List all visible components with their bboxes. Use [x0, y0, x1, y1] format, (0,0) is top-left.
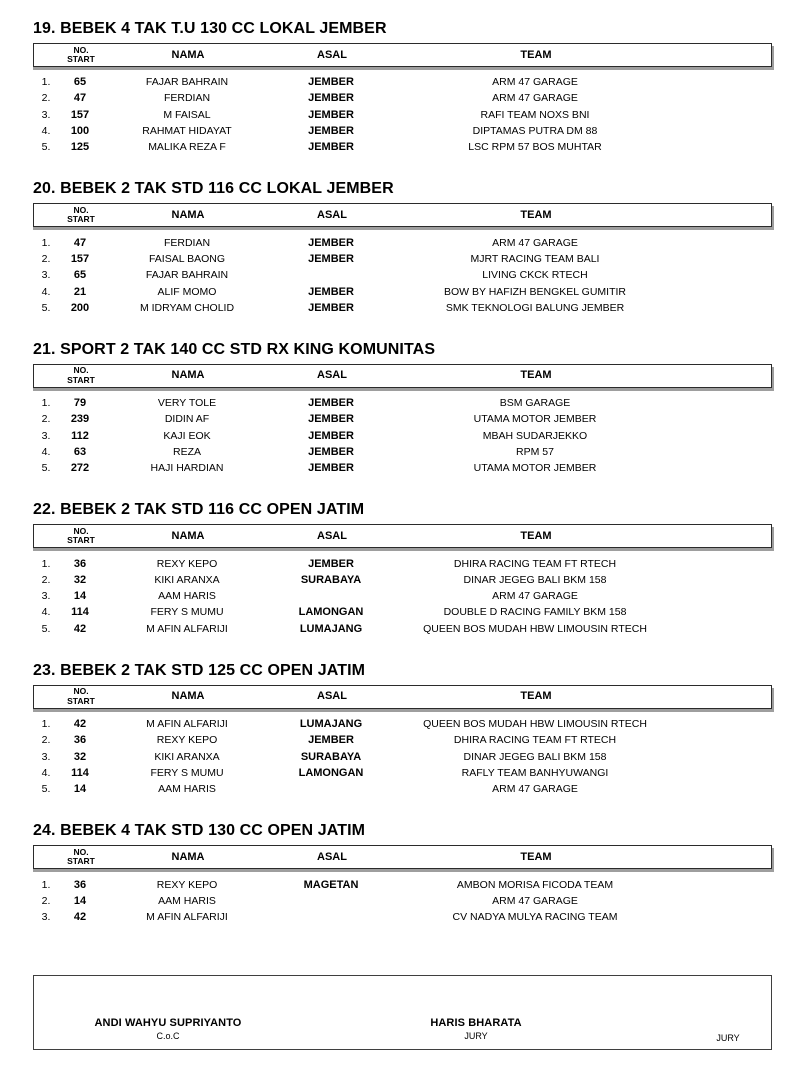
team-name: RAFLY TEAM BANHYUWANGI — [461, 766, 609, 779]
row-number: 2. — [41, 252, 51, 265]
start-number: 14 — [73, 590, 87, 603]
row-number: 4. — [41, 125, 51, 138]
origin: JEMBER — [308, 462, 354, 475]
table-row — [33, 621, 772, 637]
row-number: 1. — [41, 76, 51, 89]
table-row — [33, 283, 772, 299]
table-rows — [33, 555, 772, 636]
team-name: UTAMA MOTOR JEMBER — [473, 462, 597, 475]
origin: JEMBER — [308, 734, 354, 747]
team-name: DHIRA RACING TEAM FT RTECH — [453, 734, 617, 747]
table-row — [33, 732, 772, 748]
column-header-nama: NAMA — [171, 48, 205, 61]
table-header — [33, 524, 772, 548]
table-row — [33, 781, 772, 797]
team-name: DOUBLE D RACING FAMILY BKM 158 — [443, 606, 627, 619]
column-header-team: TEAM — [520, 208, 552, 221]
start-number: 239 — [70, 413, 90, 426]
origin: JEMBER — [308, 76, 354, 89]
team-name: UTAMA MOTOR JEMBER — [473, 413, 597, 426]
section-title: 19. BEBEK 4 TAK T.U 130 CC LOKAL JEMBER — [33, 20, 387, 37]
race-section — [33, 180, 772, 315]
section-title: 22. BEBEK 2 TAK STD 116 CC OPEN JATIM — [33, 501, 365, 519]
rider-name: REXY KEPO — [156, 734, 218, 747]
table-row — [33, 876, 772, 892]
origin: LUMAJANG — [299, 622, 363, 635]
start-number: 112 — [71, 429, 89, 442]
team-name: MJRT RACING TEAM BALI — [470, 252, 600, 265]
table-row — [33, 74, 772, 90]
signature-role: C.o.C — [156, 1031, 180, 1041]
signature-block-jury-center — [376, 1017, 576, 1042]
start-number: 65 — [73, 269, 87, 282]
start-number: 36 — [73, 557, 87, 570]
row-number: 2. — [41, 894, 51, 907]
column-header-no-start — [60, 687, 102, 706]
rider-name: AAM HARIS — [158, 590, 216, 603]
row-number: 3. — [41, 590, 51, 603]
signature-name: HARIS BHARATA — [430, 1017, 522, 1029]
race-section — [33, 341, 772, 476]
column-header-asal: ASAL — [317, 850, 347, 863]
signature-role: JURY — [464, 1031, 488, 1041]
table-row — [33, 107, 772, 123]
start-number: 63 — [73, 446, 87, 458]
origin: JEMBER — [308, 92, 354, 105]
column-header-nama: NAMA — [171, 529, 205, 542]
team-name: ARM 47 GARAGE — [492, 236, 578, 249]
table-row — [33, 460, 772, 476]
start-label: START — [67, 54, 95, 64]
table-row — [33, 765, 772, 781]
column-header-team: TEAM — [520, 48, 552, 61]
table-row — [33, 555, 772, 571]
team-name: DINAR JEGEG BALI BKM 158 — [463, 573, 607, 586]
start-number: 200 — [70, 301, 90, 314]
rider-name: FERY S MUMU — [150, 766, 224, 779]
signature-block-jury-right — [678, 1031, 778, 1044]
row-number: 2. — [41, 734, 51, 747]
column-header-no-start — [60, 527, 102, 546]
column-header-team: TEAM — [520, 850, 552, 863]
table-row — [33, 572, 772, 588]
team-name: BOW BY HAFIZH BENGKEL GUMITIR — [443, 285, 627, 298]
table-rows — [33, 234, 772, 315]
table-row — [33, 749, 772, 765]
origin: JEMBER — [308, 446, 354, 458]
table-row — [33, 300, 772, 316]
rider-name: AAM HARIS — [158, 894, 216, 907]
row-number: 3. — [41, 269, 51, 282]
origin: JEMBER — [308, 285, 354, 298]
row-number: 5. — [41, 783, 51, 796]
rider-name: M IDRYAM CHOLID — [139, 301, 235, 314]
row-number: 1. — [41, 236, 51, 249]
table-rows — [33, 395, 772, 476]
table-row — [33, 234, 772, 250]
start-number: 36 — [73, 878, 87, 891]
table-row — [33, 909, 772, 925]
table-header — [33, 685, 772, 709]
no-label: NO. — [73, 204, 89, 215]
row-number: 4. — [41, 446, 51, 458]
table-header — [33, 43, 772, 67]
team-name: ARM 47 GARAGE — [492, 590, 578, 603]
start-label: START — [67, 535, 95, 546]
table-row — [33, 604, 772, 620]
rider-name: KAJI EOK — [163, 429, 211, 442]
rider-name: FERDIAN — [163, 236, 211, 249]
rider-name: FAJAR BAHRAIN — [145, 269, 229, 282]
race-section — [33, 822, 772, 925]
origin: LUMAJANG — [299, 718, 363, 731]
team-name: DIPTAMAS PUTRA DM 88 — [472, 125, 598, 138]
column-header-team: TEAM — [520, 690, 552, 703]
rider-name: M AFIN ALFARIJI — [146, 718, 228, 731]
start-number: 32 — [73, 573, 87, 586]
row-number: 2. — [41, 413, 51, 426]
row-number: 5. — [41, 622, 51, 635]
origin: JEMBER — [308, 141, 354, 154]
column-header-asal: ASAL — [317, 369, 347, 382]
start-label: START — [67, 214, 95, 225]
column-header-team: TEAM — [520, 529, 552, 542]
rider-name: FERDIAN — [163, 92, 211, 105]
start-number: 125 — [70, 141, 90, 154]
origin: JEMBER — [308, 557, 354, 570]
no-label: NO. — [73, 44, 89, 55]
origin: JEMBER — [308, 429, 354, 442]
table-rows — [33, 74, 772, 155]
column-header-nama: NAMA — [171, 208, 205, 221]
team-name: SMK TEKNOLOGI BALUNG JEMBER — [445, 301, 625, 314]
rider-name: REZA — [172, 446, 201, 458]
team-name: QUEEN BOS MUDAH HBW LIMOUSIN RTECH — [423, 718, 647, 731]
start-number: 21 — [73, 285, 87, 298]
origin: JEMBER — [308, 252, 354, 265]
rider-name: KIKI ARANXA — [154, 573, 220, 586]
table-rows — [33, 876, 772, 925]
table-row — [33, 267, 772, 283]
column-header-asal: ASAL — [317, 48, 347, 61]
section-title: 23. BEBEK 2 TAK STD 125 CC OPEN JATIM — [33, 661, 366, 679]
start-number: 65 — [73, 76, 87, 89]
team-name: ARM 47 GARAGE — [492, 783, 578, 796]
start-number: 42 — [73, 622, 87, 635]
race-section — [33, 20, 772, 155]
column-header-no-start — [60, 46, 102, 65]
row-number: 5. — [41, 301, 51, 314]
column-header-nama: NAMA — [171, 690, 205, 703]
origin: JEMBER — [308, 301, 354, 314]
origin: LAMONGAN — [298, 766, 364, 779]
race-section — [33, 662, 772, 797]
section-title: 21. SPORT 2 TAK 140 CC STD RX KING KOMUNITAS — [33, 340, 436, 358]
row-number: 3. — [41, 429, 51, 442]
column-header-no-start — [60, 206, 102, 225]
start-number: 47 — [73, 92, 87, 105]
rider-name: M FAISAL — [163, 108, 211, 121]
table-row — [33, 90, 772, 106]
start-number: 32 — [73, 750, 87, 763]
table-header — [33, 845, 772, 869]
team-name: ARM 47 GARAGE — [492, 894, 578, 907]
origin: JEMBER — [308, 125, 354, 138]
no-label: NO. — [73, 525, 89, 536]
origin: SURABAYA — [300, 750, 362, 763]
column-header-asal: ASAL — [317, 529, 347, 542]
start-number: 42 — [73, 718, 87, 731]
no-label: NO. — [73, 365, 89, 376]
table-row — [33, 411, 772, 427]
table-row — [33, 395, 772, 411]
start-number: 36 — [73, 734, 87, 747]
start-number: 14 — [73, 783, 87, 796]
row-number: 5. — [41, 462, 51, 475]
signature-block-coc — [68, 1017, 268, 1042]
table-row — [33, 251, 772, 267]
team-name: MBAH SUDARJEKKO — [482, 429, 588, 442]
start-number: 157 — [70, 108, 90, 121]
start-number: 157 — [70, 252, 90, 265]
origin: JEMBER — [308, 397, 354, 410]
row-number: 1. — [41, 557, 51, 570]
row-number: 1. — [41, 878, 51, 891]
team-name: LIVING CKCK RTECH — [482, 269, 588, 282]
rider-name: FERY S MUMU — [150, 606, 224, 619]
table-row — [33, 139, 772, 155]
row-number: 3. — [41, 108, 51, 121]
start-number: 114 — [71, 766, 89, 779]
team-name: RAFI TEAM NOXS BNI — [480, 108, 590, 121]
row-number: 2. — [41, 92, 51, 105]
start-number: 272 — [70, 462, 90, 475]
rider-name: AAM HARIS — [158, 783, 216, 796]
row-number: 1. — [41, 718, 51, 731]
row-number: 1. — [41, 397, 51, 410]
row-number: 4. — [41, 766, 51, 779]
start-number: 42 — [73, 911, 87, 924]
rider-name: ALIF MOMO — [157, 285, 217, 298]
section-title: 20. BEBEK 2 TAK STD 116 CC LOKAL JEMBER — [33, 180, 394, 198]
rider-name: M AFIN ALFARIJI — [146, 911, 228, 924]
race-section — [33, 501, 772, 636]
column-header-no-start — [60, 366, 102, 385]
table-row — [33, 123, 772, 139]
sections-container — [33, 20, 772, 950]
rider-name: M AFIN ALFARIJI — [146, 622, 228, 635]
team-name: BSM GARAGE — [499, 397, 571, 410]
team-name: DINAR JEGEG BALI BKM 158 — [463, 750, 607, 763]
signature-name: ANDI WAHYU SUPRIYANTO — [94, 1017, 242, 1029]
column-header-team: TEAM — [520, 369, 552, 382]
origin: JEMBER — [308, 236, 354, 249]
start-label: START — [67, 695, 95, 706]
start-number: 100 — [70, 125, 90, 138]
team-name: RPM 57 — [516, 446, 554, 458]
row-number: 5. — [41, 141, 51, 154]
column-header-asal: ASAL — [317, 208, 347, 221]
team-name: QUEEN BOS MUDAH HBW LIMOUSIN RTECH — [423, 622, 647, 635]
origin: JEMBER — [308, 413, 354, 426]
start-number: 79 — [73, 397, 87, 410]
table-header — [33, 203, 772, 227]
column-header-no-start — [60, 848, 102, 867]
team-name: ARM 47 GARAGE — [492, 76, 578, 89]
team-name: CV NADYA MULYA RACING TEAM — [452, 911, 618, 924]
rider-name: REXY KEPO — [156, 878, 218, 891]
rider-name: FAJAR BAHRAIN — [145, 76, 229, 89]
rider-name: RAHMAT HIDAYAT — [142, 125, 232, 138]
section-title: 24. BEBEK 4 TAK STD 130 CC OPEN JATIM — [33, 822, 366, 840]
row-number: 3. — [41, 750, 51, 763]
table-rows — [33, 716, 772, 797]
no-label: NO. — [73, 686, 89, 697]
team-name: AMBON MORISA FICODA TEAM — [456, 878, 614, 891]
origin: LAMONGAN — [298, 606, 364, 619]
row-number: 3. — [41, 911, 51, 924]
no-label: NO. — [73, 846, 89, 857]
rider-name: HAJI HARDIAN — [150, 462, 224, 475]
origin: MAGETAN — [303, 878, 359, 891]
team-name: LSC RPM 57 BOS MUHTAR — [468, 141, 602, 154]
rider-name: KIKI ARANXA — [154, 750, 220, 763]
rider-name: DIDIN AF — [164, 413, 210, 426]
table-row — [33, 444, 772, 460]
row-number: 2. — [41, 573, 51, 586]
signature-role: JURY — [716, 1033, 740, 1043]
start-label: START — [67, 856, 95, 867]
origin: JEMBER — [308, 108, 354, 121]
column-header-asal: ASAL — [317, 690, 347, 703]
rider-name: VERY TOLE — [157, 397, 217, 410]
team-name: ARM 47 GARAGE — [492, 92, 578, 105]
table-row — [33, 588, 772, 604]
table-row — [33, 893, 772, 909]
signature-box — [33, 975, 772, 1050]
start-label: START — [67, 374, 95, 385]
row-number: 4. — [41, 606, 51, 619]
row-number: 4. — [41, 285, 51, 298]
team-name: DHIRA RACING TEAM FT RTECH — [453, 557, 617, 570]
rider-name: FAISAL BAONG — [148, 252, 226, 265]
table-row — [33, 428, 772, 444]
rider-name: REXY KEPO — [156, 557, 218, 570]
table-row — [33, 716, 772, 732]
column-header-nama: NAMA — [171, 369, 205, 382]
start-number: 114 — [71, 606, 89, 619]
column-header-nama: NAMA — [171, 850, 205, 863]
start-number: 47 — [73, 236, 87, 249]
origin: SURABAYA — [300, 573, 362, 586]
start-number: 14 — [73, 894, 87, 907]
table-header — [33, 364, 772, 388]
rider-name: MALIKA REZA F — [148, 141, 226, 154]
